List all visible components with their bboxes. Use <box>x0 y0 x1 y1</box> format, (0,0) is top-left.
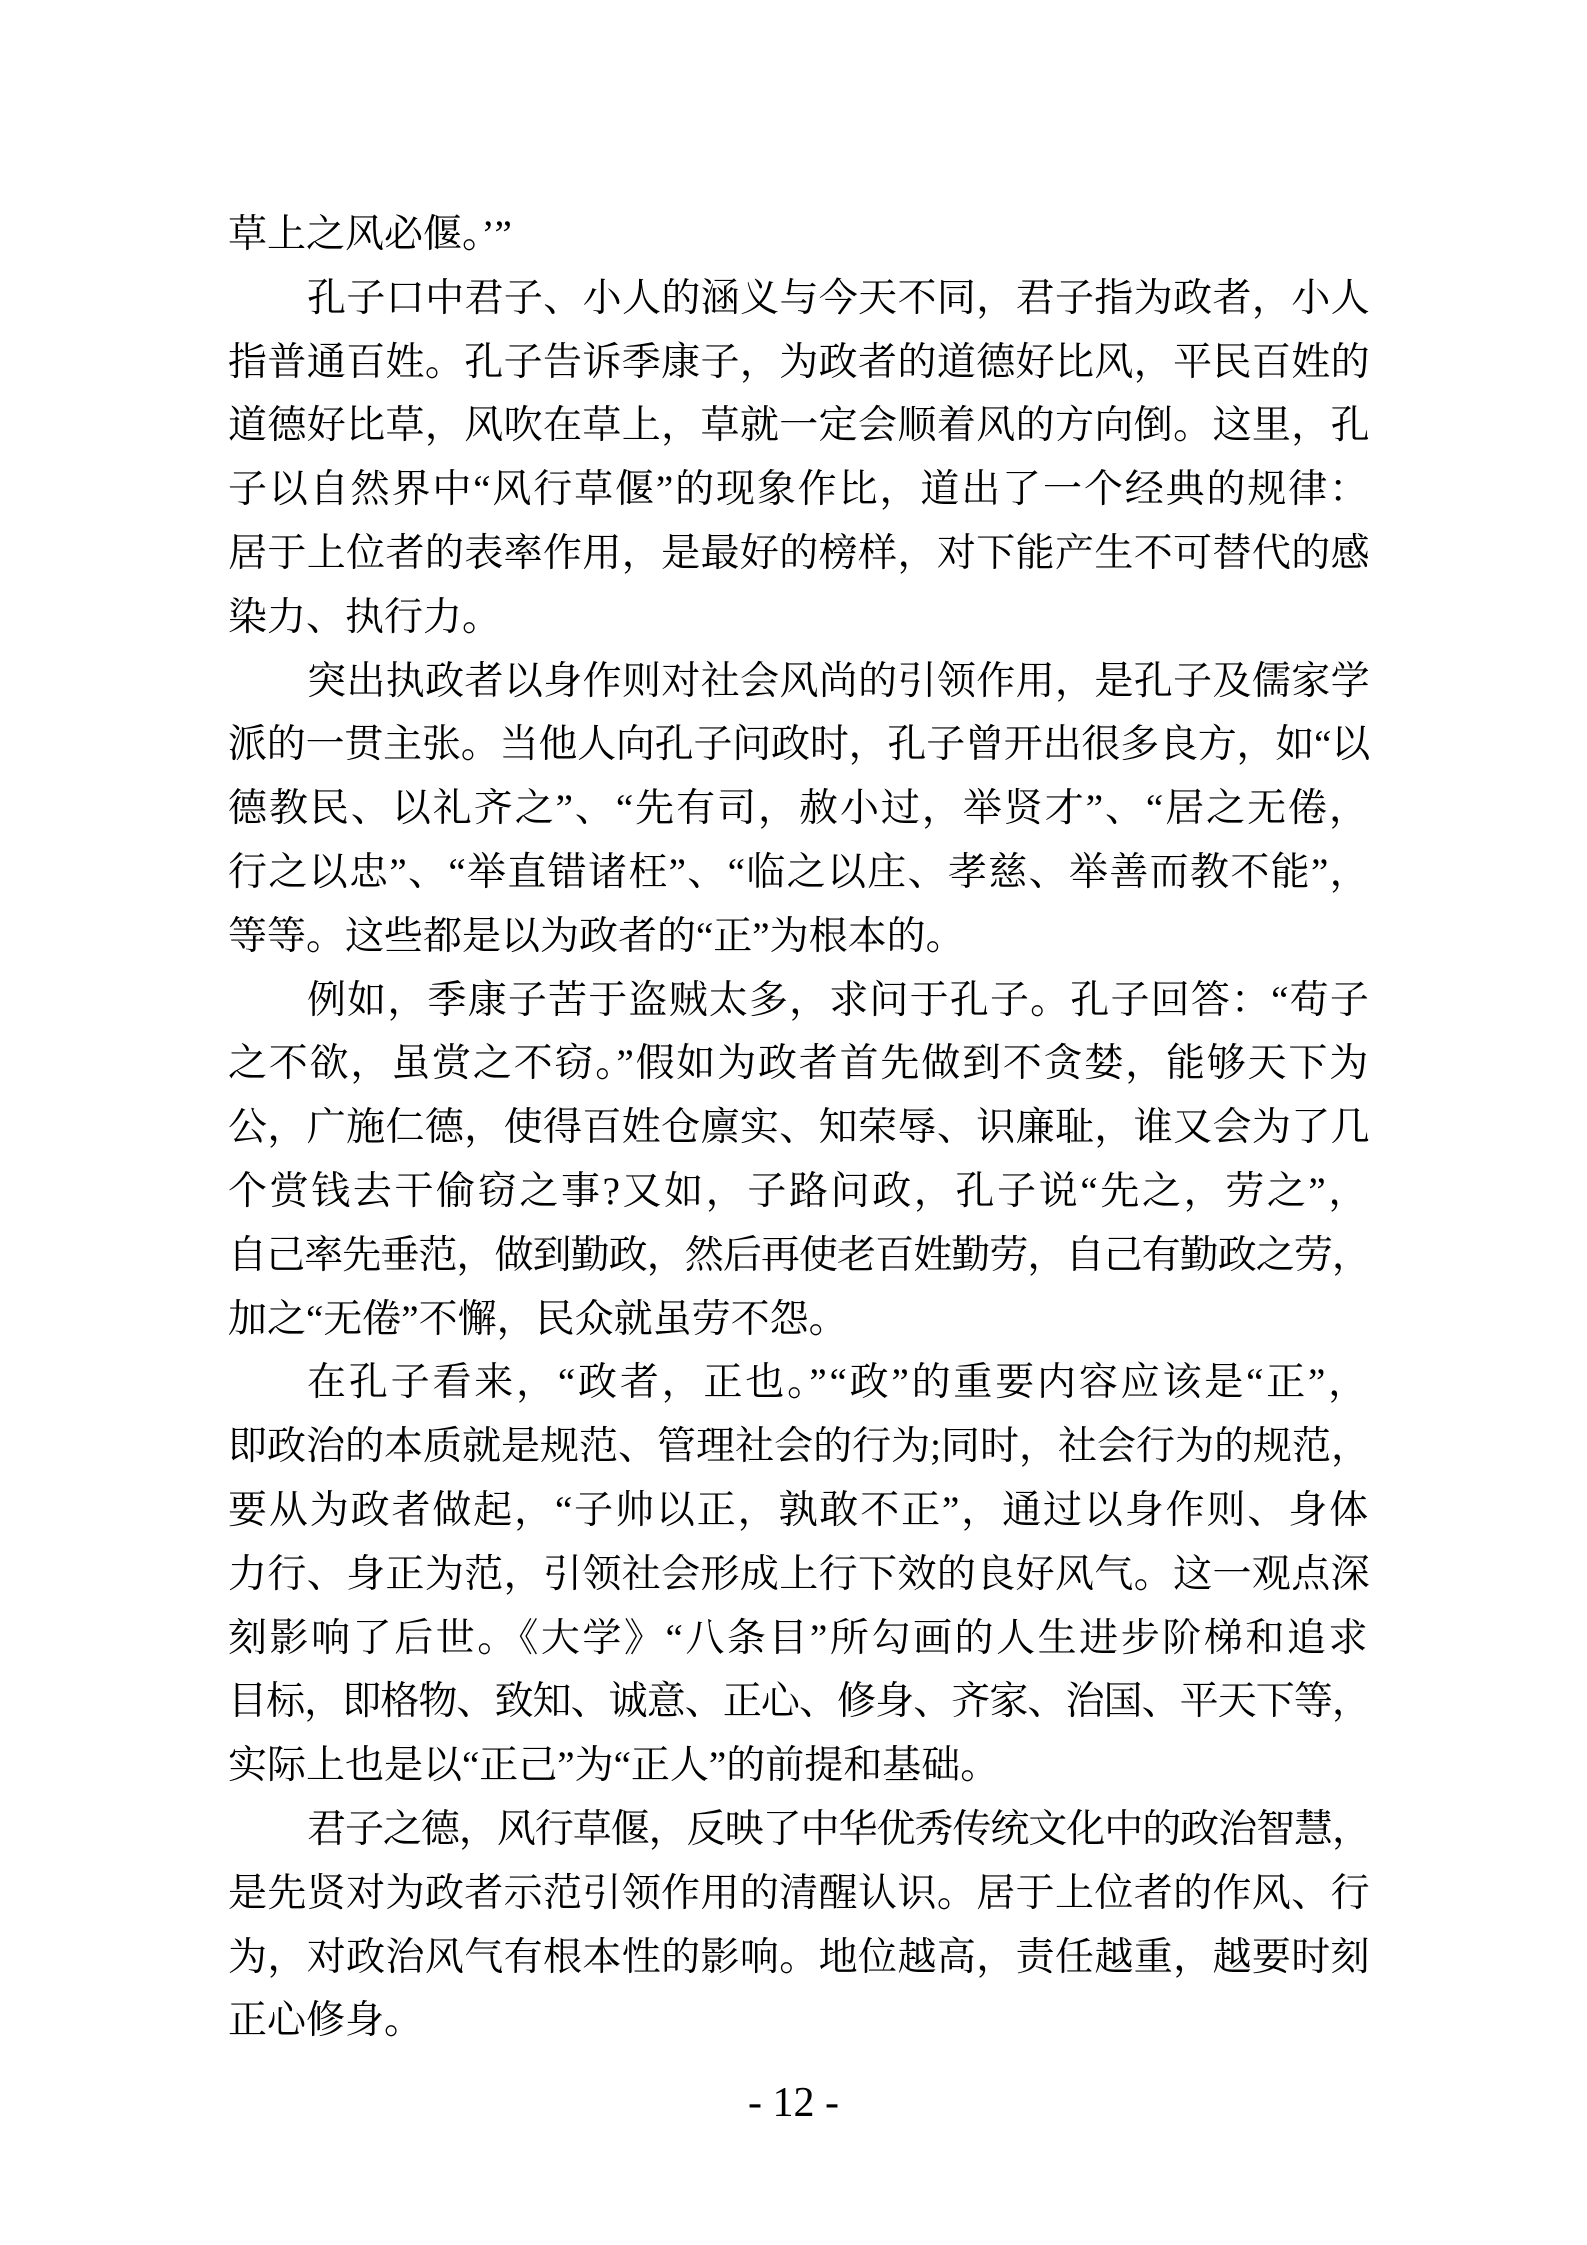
text-line-content: 君子之德，风行草偃，反映了中华优秀传统文化中的政治智慧， <box>307 1807 1370 1851</box>
page-footer <box>0 2078 1587 2128</box>
text-line-content: 为，对政治风气有根本性的影响。地位越高，责任越重，越要时刻 <box>228 1935 1370 1979</box>
text-line <box>228 969 1370 1033</box>
text-line-content: 居于上位者的表率作用，是最好的榜样，对下能产生不可替代的感 <box>228 531 1370 575</box>
text-line-content: 自己率先垂范，做到勤政，然后再使老百姓勤劳，自己有勤政之劳， <box>228 1233 1370 1277</box>
text-line-content: 加之“无倦”不懈，民众就虽劳不怨。 <box>228 1297 848 1341</box>
text-line-content: 派的一贯主张。当他人向孔子问政时，孔子曾开出很多良方，如“以 <box>228 723 1370 767</box>
text-line-content: 力行、身正为范，引领社会形成上行下效的良好风气。这一观点深 <box>228 1552 1370 1596</box>
text-line <box>228 1032 1370 1096</box>
text-line <box>228 331 1370 395</box>
text-line-content: 孔子口中君子、小人的涵义与今天不同，君子指为政者，小人 <box>307 276 1370 320</box>
text-line-content: 草上之风必偃。’” <box>228 213 512 256</box>
text-line <box>228 905 1370 969</box>
text-line <box>228 1096 1370 1160</box>
text-line <box>228 1607 1370 1671</box>
page-number: - 12 - <box>748 2080 839 2126</box>
text-line <box>228 1351 1370 1415</box>
text-line-content: 在孔子看来，“政者，正也。”“政”的重要内容应该是“正”， <box>307 1361 1370 1405</box>
text-line-content: 等等。这些都是以为政者的“正”为根本的。 <box>228 914 965 958</box>
text-line <box>228 1989 1370 2053</box>
text-line-content: 染力、执行力。 <box>228 595 502 639</box>
text-line-content: 道德好比草，风吹在草上，草就一定会顺着风的方向倒。这里，孔 <box>228 404 1370 448</box>
text-line <box>228 1224 1370 1288</box>
text-line-content: 刻影响了后世。《大学》“八条目”所勾画的人生进步阶梯和追求 <box>228 1616 1370 1660</box>
text-line <box>228 267 1370 331</box>
text-line <box>228 586 1370 650</box>
text-line-content: 指普通百姓。孔子告诉季康子，为政者的道德好比风，平民百姓的 <box>228 340 1370 384</box>
text-line-content: 个赏钱去干偷窃之事?又如，子路问政，孔子说“先之，劳之”， <box>228 1169 1370 1213</box>
document-body <box>228 203 1370 2053</box>
text-line <box>228 1479 1370 1543</box>
text-line <box>228 1670 1370 1734</box>
text-line <box>228 713 1370 777</box>
text-line-content: 目标，即格物、致知、诚意、正心、修身、齐家、治国、平天下等， <box>228 1680 1370 1724</box>
text-line <box>228 1543 1370 1607</box>
text-line <box>228 777 1370 841</box>
text-line-content: 是先贤对为政者示范引领作用的清醒认识。居于上位者的作风、行 <box>228 1871 1370 1915</box>
text-line <box>228 650 1370 714</box>
text-line <box>228 1415 1370 1479</box>
text-line-content: 行之以忠”、“举直错诸枉”、“临之以庄、孝慈、举善而教不能”， <box>228 850 1370 894</box>
text-line <box>228 1734 1370 1798</box>
text-line-content: 即政治的本质就是规范、管理社会的行为;同时，社会行为的规范， <box>228 1425 1370 1469</box>
text-line <box>228 394 1370 458</box>
text-line-content: 突出执政者以身作则对社会风尚的引领作用，是孔子及儒家学 <box>307 659 1370 703</box>
text-line-content: 子以自然界中“风行草偃”的现象作比，道出了一个经典的规律： <box>228 468 1370 512</box>
text-line <box>228 1798 1370 1862</box>
text-line <box>228 841 1370 905</box>
text-line <box>228 522 1370 586</box>
text-line-content: 例如，季康子苦于盗贼太多，求问于孔子。孔子回答：“苟子 <box>307 978 1370 1022</box>
text-line <box>228 1288 1370 1352</box>
text-line-content: 正心修身。 <box>228 1999 424 2043</box>
text-line <box>228 203 1370 267</box>
text-line-content: 实际上也是以“正己”为“正人”的前提和基础。 <box>228 1744 1000 1788</box>
text-line-content: 德教民、以礼齐之”、“先有司，赦小过，举贤才”、“居之无倦， <box>228 787 1370 831</box>
text-line <box>228 1160 1370 1224</box>
text-line <box>228 458 1370 522</box>
text-line-content: 之不欲，虽赏之不窃。”假如为政者首先做到不贪婪，能够天下为 <box>228 1042 1370 1086</box>
text-line-content: 要从为政者做起，“子帅以正，孰敢不正”，通过以身作则、身体 <box>228 1488 1370 1532</box>
text-line-content: 公，广施仁德，使得百姓仓廪实、知荣辱、识廉耻，谁又会为了几 <box>228 1106 1370 1150</box>
text-line <box>228 1926 1370 1990</box>
text-line <box>228 1862 1370 1926</box>
